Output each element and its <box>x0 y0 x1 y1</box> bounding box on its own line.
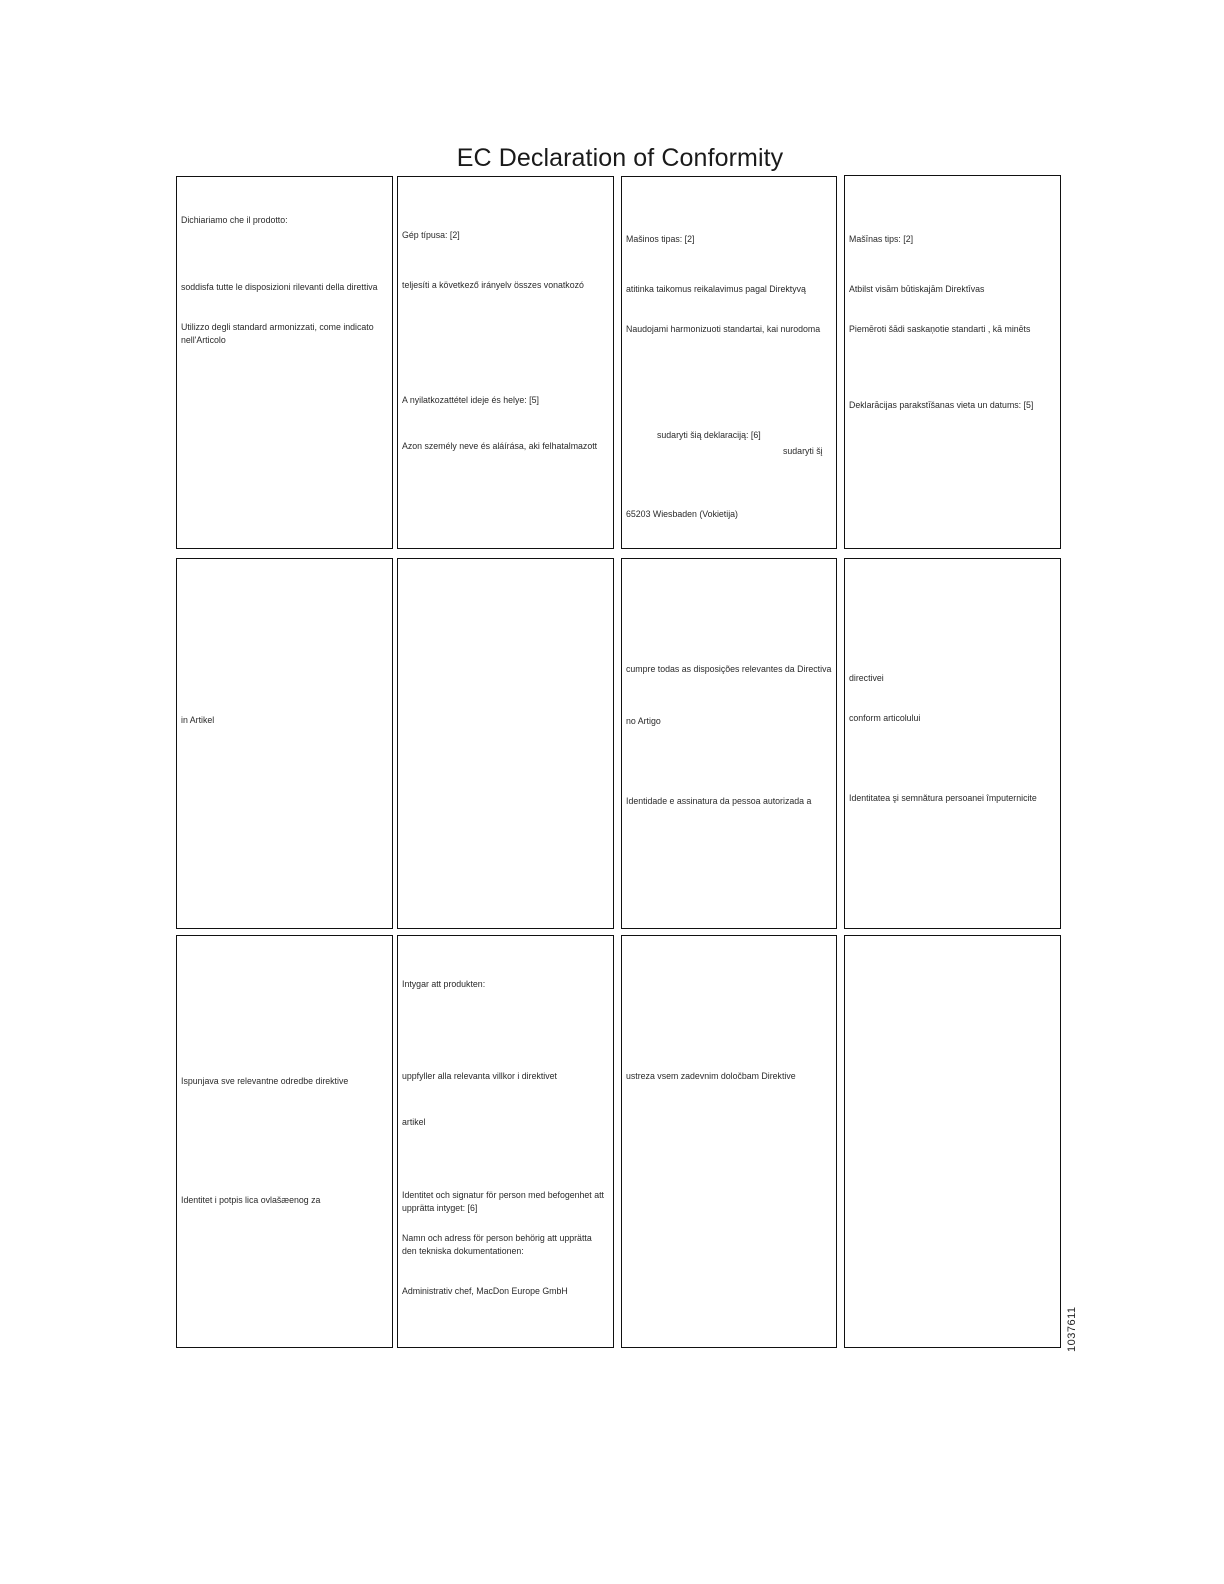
panel-text: in Artikel <box>181 715 215 725</box>
panel-text: Identidade e assinatura da pessoa autorizada a <box>626 796 812 806</box>
panel-german <box>176 558 393 929</box>
panel-slovenian <box>621 935 837 1348</box>
panel-text: Utilizzo degli standard armonizzati, come indicato nell'Articolo <box>181 322 374 345</box>
panel-text: Administrativ chef, MacDon Europe GmbH <box>402 1286 568 1296</box>
panel-text: Naudojami harmonizuoti standartai, kai nurodoma <box>626 324 821 334</box>
panel-text: A nyilatkozattétel ideje és helye: [5] <box>402 395 539 405</box>
panel-text: Gép típusa: [2] <box>402 230 460 240</box>
panel-text: Ispunjava sve relevantne odredbe direktive <box>181 1076 349 1086</box>
panel-text: Dichiariamo che il prodotto: <box>181 215 288 225</box>
panel-text: sudaryti šią deklaraciją: [6] <box>657 430 761 440</box>
panel-text: cumpre todas as disposições relevantes da Directiva <box>626 664 832 674</box>
panel-text: soddisfa tutte le disposizioni rilevanti della direttiva <box>181 282 378 292</box>
panel-text: Deklarācijas parakstīšanas vieta un datums: [5] <box>849 400 1034 410</box>
panel-text: uppfyller alla relevanta villkor i direktivet <box>402 1071 557 1081</box>
panel-text: no Artigo <box>626 716 661 726</box>
page-title: EC Declaration of Conformity <box>456 144 784 172</box>
panel-text: Intygar att produkten: <box>402 979 486 989</box>
panel-empty <box>397 558 614 929</box>
panel-text: Azon személy neve és aláírása, aki felhatalmazott <box>402 441 598 451</box>
panel-text: Piemēroti šādi saskaņotie standarti , kā minēts <box>849 324 1031 334</box>
panel-text: sudaryti šį <box>783 446 823 456</box>
panel-text: atitinka taikomus reikalavimus pagal Direktyvą <box>626 284 806 294</box>
panel-text: Identitet och signatur för person med befogenhet att upprätta intyget: [6] <box>402 1190 604 1213</box>
panel-italian <box>176 176 393 549</box>
panel-text: Mašīnas tips: [2] <box>849 234 914 244</box>
panel-text: ustreza vsem zadevnim določbam Direktive <box>626 1071 796 1081</box>
panel-portuguese <box>621 558 837 929</box>
panel-text: conform articolului <box>849 713 921 723</box>
panel-text: artikel <box>402 1117 426 1127</box>
panel-romanian <box>844 558 1061 929</box>
panel-text: directivei <box>849 673 884 683</box>
panel-text: Namn och adress för person behörig att upprätta den tekniska dokumentationen: <box>402 1233 592 1256</box>
document-number: 1037611 <box>1066 1306 1078 1352</box>
panel-text: Atbilst visām būtiskajām Direktīvas <box>849 284 985 294</box>
panel-text: 65203 Wiesbaden (Vokietija) <box>626 509 738 519</box>
panel-latvian <box>844 175 1061 549</box>
panel-lithuanian <box>621 176 837 549</box>
panel-empty <box>844 935 1061 1348</box>
panel-text: teljesíti a következő irányelv összes vonatkozó <box>402 280 584 290</box>
panel-serbian <box>176 935 393 1348</box>
panel-text: Identitatea şi semnătura persoanei împuternicite <box>849 793 1037 803</box>
panel-text: Mašinos tipas: [2] <box>626 234 695 244</box>
panel-text: Identitet i potpis lica ovlašæenog za <box>181 1195 321 1205</box>
